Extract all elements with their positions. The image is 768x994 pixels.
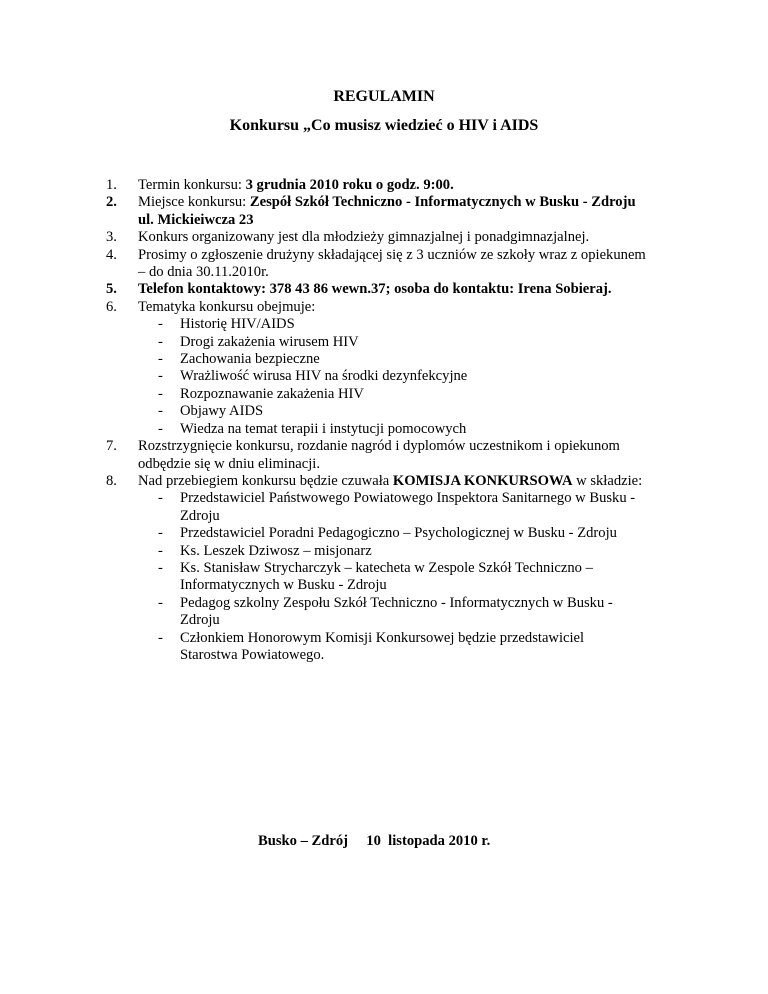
- dash-bullet: -: [158, 333, 163, 350]
- dash-bullet: -: [158, 403, 163, 420]
- item-text-end: w składzie:: [572, 472, 643, 489]
- dash-bullet: -: [158, 420, 163, 437]
- dash-bullet: -: [158, 385, 163, 402]
- list-item: [106, 229, 706, 246]
- topic-item: - Drogi zakażenia wirusem HIV: [158, 333, 359, 350]
- item-value: Zespół Szkół Techniczno - Informatycznych w Busku - Zdroju: [249, 194, 636, 211]
- topic-item: - Zachowania bezpieczne: [158, 351, 320, 368]
- item-value: 3 grudnia 2010 roku o godz. 9:00.: [245, 177, 454, 193]
- dash-bullet: -: [158, 542, 163, 559]
- committee-member: - Ks. Leszek Dziwosz – misjonarz: [158, 542, 372, 559]
- committee-member: - Przedstawiciel Poradni Pedagogiczno – Psychologicznej w Busku - Zdroju: [158, 525, 617, 542]
- committee-member: - Ks. Stanisław Strycharczyk – katecheta w Zespole Szkół Techniczno – Informatycznych w Busku - Zdroju: [158, 559, 593, 594]
- item-text: Tematyka konkursu obejmuje:: [138, 298, 316, 315]
- topic-item: - Objawy AIDS: [158, 403, 264, 420]
- item-text: Konkurs organizowany jest dla młodzieży gimnazjalnej i ponadgimnazjalnej.: [138, 229, 590, 246]
- item-number: 3.: [106, 229, 117, 246]
- dash-bullet: -: [158, 559, 163, 576]
- document-title: REGULAMIN: [333, 88, 435, 105]
- committee-member: - Przedstawiciel Państwowego Powiatowego Inspektora Sanitarnego w Busku - Zdroju: [158, 490, 636, 524]
- list-item: [106, 473, 706, 490]
- item-number: 8.: [106, 472, 117, 489]
- footer-date: 10 listopada 2010 r.: [366, 833, 491, 849]
- list-item: [106, 247, 706, 282]
- dash-bullet: -: [158, 351, 163, 368]
- item-label: Miejsce konkursu:: [138, 194, 250, 211]
- item-number: 7.: [106, 438, 117, 455]
- dash-bullet: -: [158, 594, 163, 611]
- list-item: [106, 438, 706, 473]
- item-number: 2.: [106, 194, 117, 211]
- item-text: Telefon kontaktowy: 378 43 86 wewn.37; osoba do kontaktu: Irena Sobieraj.: [138, 281, 612, 298]
- committee-list: [106, 490, 706, 664]
- rules-list: [106, 177, 706, 664]
- committee-member: - Pedagog szkolny Zespołu Szkół Techniczno - Informatycznych w Busku - Zdroju: [158, 594, 613, 629]
- topic-item: - Rozpoznawanie zakażenia HIV: [158, 385, 364, 402]
- item-number: 6.: [106, 298, 117, 315]
- dash-bullet: -: [158, 490, 163, 507]
- item-text: Prosimy o zgłoszenie drużyny składającej się z 3 uczniów ze szkoły wraz z opiekunem: [138, 246, 646, 263]
- dash-bullet: -: [158, 316, 163, 333]
- dash-bullet: -: [158, 629, 163, 646]
- item-number: 1.: [106, 177, 117, 193]
- footer-place: Busko – Zdrój: [258, 833, 349, 849]
- list-item: [106, 194, 706, 229]
- item-text: Rozstrzygnięcie konkursu, rozdanie nagród i dyplomów uczestnikom i opiekunom: [138, 438, 620, 455]
- list-item: [106, 177, 706, 194]
- topic-item: - Historię HIV/AIDS: [158, 316, 295, 333]
- document-footer: [258, 833, 490, 850]
- item-number: 4.: [106, 246, 117, 263]
- committee-name: KOMISJA KONKURSOWA: [392, 472, 573, 489]
- dash-bullet: -: [158, 368, 163, 385]
- list-item: [106, 281, 706, 298]
- item-text-continued: – do dnia 30.11.2010r.: [138, 264, 269, 281]
- topics-list: [106, 316, 706, 438]
- topic-item: - Wrażliwość wirusa HIV na środki dezynfekcyjne: [158, 368, 468, 385]
- item-value-address: ul. Mickieiwcza 23: [138, 211, 254, 228]
- item-number: 5.: [106, 281, 117, 298]
- item-label: Termin konkursu:: [138, 177, 246, 193]
- committee-member: - Członkiem Honorowym Komisji Konkursowej będzie przedstawiciel Starostwa Powiatowego.: [158, 629, 585, 663]
- item-text-continued: odbędzie się w dniu eliminacji.: [138, 455, 320, 472]
- document-subtitle: Konkursu „Co musisz wiedzieć o HIV i AIDS: [229, 117, 539, 134]
- topic-item: - Wiedza na temat terapii i instytucji pomocowych: [158, 420, 467, 437]
- dash-bullet: -: [158, 525, 163, 542]
- item-text: Nad przebiegiem konkursu będzie czuwała: [138, 472, 393, 489]
- list-item: [106, 299, 706, 316]
